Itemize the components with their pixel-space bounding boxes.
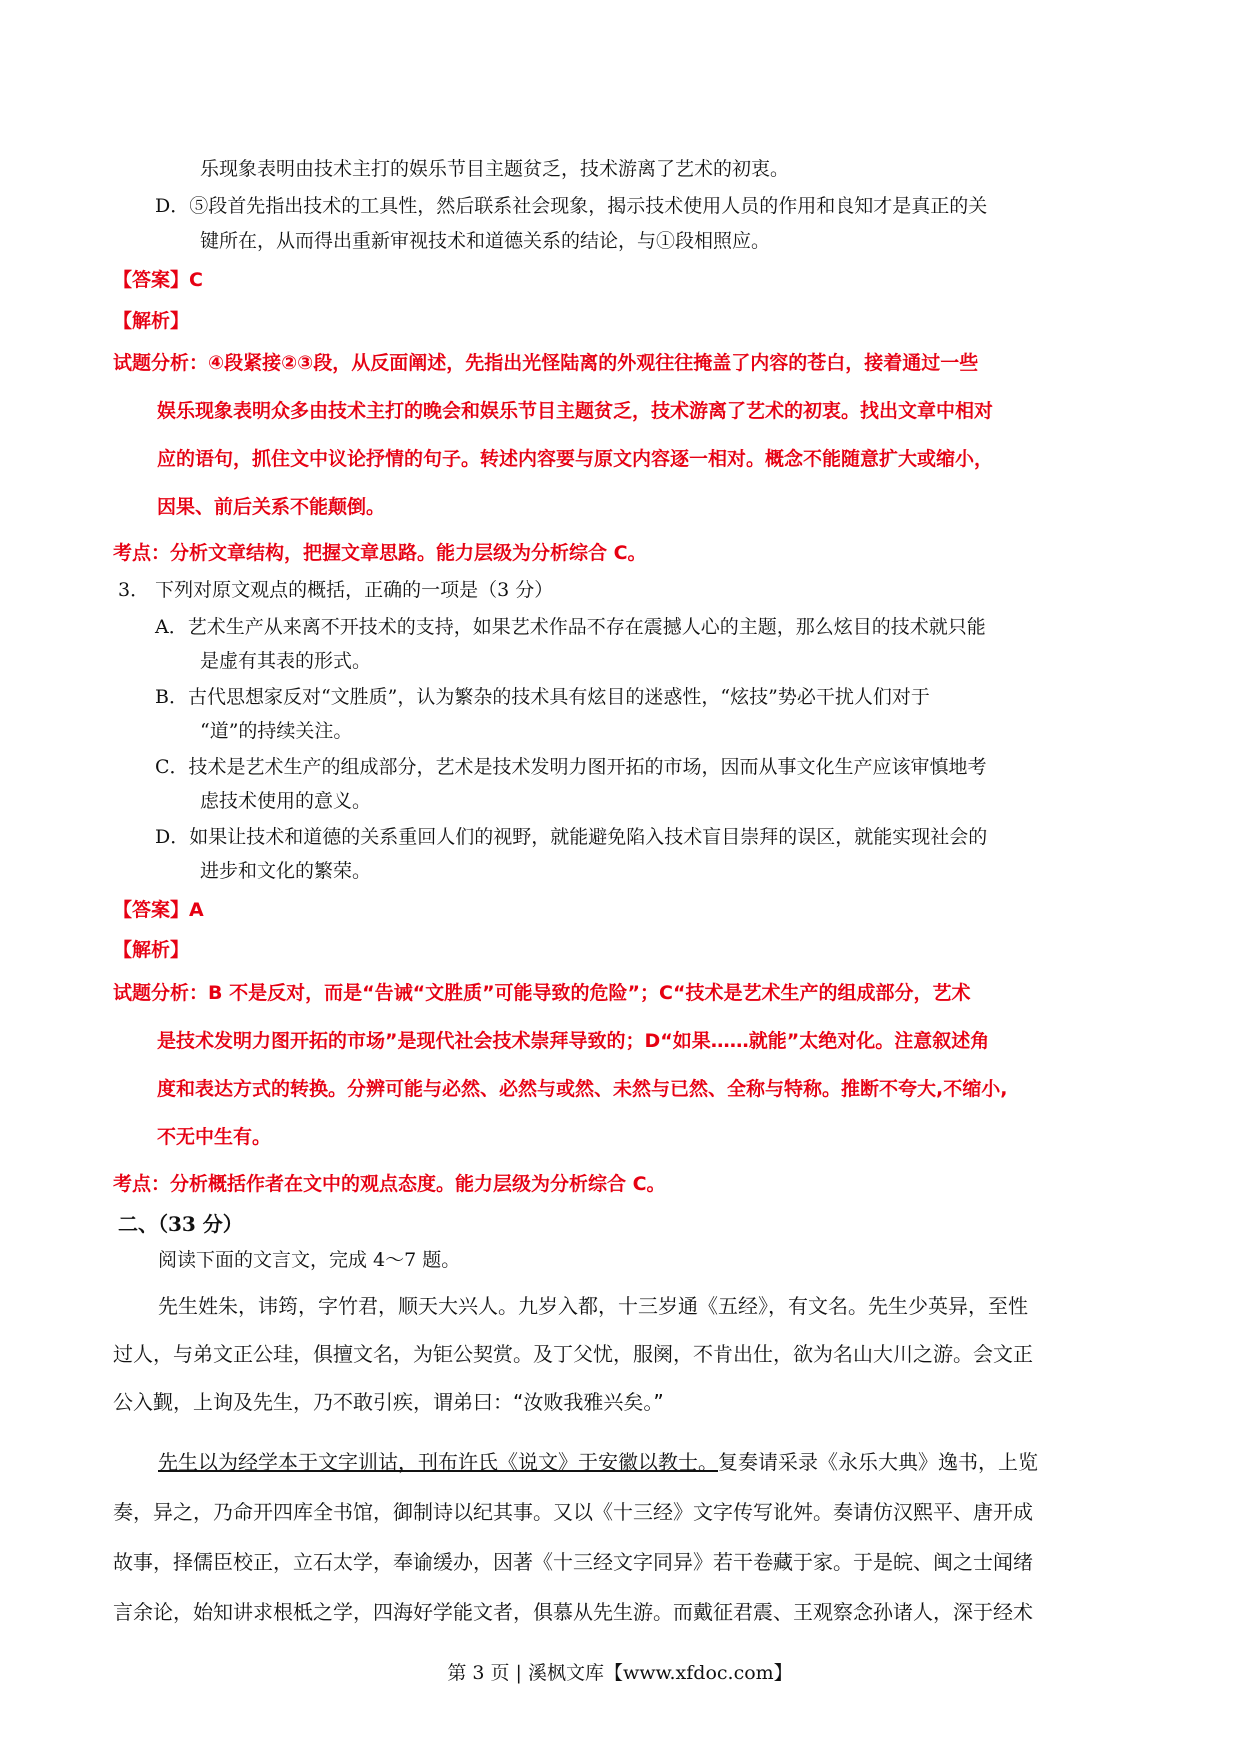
q3-answer [113,895,204,922]
q3-option-c: C．技术是艺术生产的组成部分，艺术是技术发明力图开拓的市场，因而从事文化生产应该审慎地考 [155,756,987,778]
passage-line: 先生姓朱，讳筠，字竹君，顺天大兴人。九岁入都，十三岁通《五经》，有文名。先生少英异，至性 [158,1294,1028,1318]
passage-line: 奏，异之，乃命开四库全书馆，御制诗以纪其事。又以《十三经》文字传写讹舛。奏请仿汉熙平、唐开成 [113,1500,1033,1524]
q2-option-d-line1: D．⑤段首先指出技术的工具性，然后联系社会现象，揭示技术使用人员的作用和良知才是真正的关 [155,195,988,217]
analysis-label: 【解析】 [113,939,190,961]
q3-analysis-line: 试题分析：B 不是反对，而是“告诫“文胜质”可能导致的危险”；C“技术是艺术生产的组成部分，艺术 [113,982,971,1004]
q2-answer [113,265,203,292]
q2-analysis-line: 因果、前后关系不能颠倒。 [157,496,386,518]
page-footer: 第 3 页 | 溪枫文库【www.xfdoc.com】 [447,1662,793,1684]
passage-line: 言余论，始知讲求根柢之学，四海好学能文者，俱慕从先生游。而戴征君震、王观察念孙诸人，深于经术 [113,1600,1033,1624]
q2-analysis-line: 娱乐现象表明众多由技术主打的晚会和娱乐节目主题贫乏，技术游离了艺术的初衷。找出文章中相对 [157,400,994,422]
q2-analysis-line: 试题分析：④段紧接②③段，从反面阐述，先指出光怪陆离的外观往往掩盖了内容的苍白，接着通过一些 [113,352,979,374]
passage-line [158,1446,1038,1475]
watermark: ​ [141,411,159,460]
underlined-sentence: 先生以为经学本于文字训诂，刊布许氏《说文》于安徽以教士。 [158,1450,718,1474]
q3-option-b-cont: “道”的持续关注。 [200,720,353,742]
q3-stem: 3． 下列对原文观点的概括，正确的一项是（3 分） [118,579,554,601]
q3-option-d-cont: 进步和文化的繁荣。 [200,860,372,882]
q3-option-a-cont: 是虚有其表的形式。 [200,650,372,672]
section-title: 二、（33 分） [118,1212,243,1236]
q3-analysis-line: 是技术发明力图开拓的市场”是现代社会技术崇拜导致的；D“如果……就能”太绝对化。注意叙述角 [157,1030,990,1052]
passage-line: 公入觐，上询及先生，乃不敢引疾，谓弟曰：“汝败我雅兴矣。” [113,1390,664,1414]
q3-analysis-line: 度和表达方式的转换。分辨可能与必然、必然与或然、未然与已然、全称与特称。推断不夸大,不缩小, [157,1078,1008,1100]
answer-label: 【答案】 [113,269,190,291]
q3-option-d: D．如果让技术和道德的关系重回人们的视野，就能避免陷入技术盲目崇拜的误区，就能实现社会的 [155,826,988,848]
q2-option-c-tail: 乐现象表明由技术主打的娱乐节目主题贫乏，技术游离了艺术的初衷。 [200,158,790,180]
passage-line: 过人，与弟文正公珪，俱擅文名，为钜公契赏。及丁父忧，服阕，不肯出仕，欲为名山大川之游。会文正 [113,1342,1033,1366]
q3-analysis-label [113,935,189,962]
q3-option-c-cont: 虑技术使用的意义。 [200,790,372,812]
answer-value: C [189,269,203,291]
q2-analysis-line: 应的语句，抓住文中议论抒情的句子。转述内容要与原文内容逐一相对。概念不能随意扩大或缩小， [157,448,994,470]
q2-kaodian: 考点：分析文章结构，把握文章思路。能力层级为分析综合 C。 [113,542,647,564]
q2-option-d-line2: 键所在，从而得出重新审视技术和道德关系的结论，与①段相照应。 [200,230,771,252]
section-instruction: 阅读下面的文言文，完成 4～7 题。 [158,1249,461,1271]
q3-option-a: A．艺术生产从来离不开技术的支持，如果艺术作品不存在震撼人心的主题，那么炫目的技术就只能 [155,616,986,638]
q3-kaodian: 考点：分析概括作者在文中的观点态度。能力层级为分析综合 C。 [113,1173,666,1195]
q2-analysis-label [113,306,189,333]
q3-option-b: B．古代思想家反对“文胜质”，认为繁杂的技术具有炫目的迷惑性，“炫技”势必干扰人们对于 [155,686,930,708]
answer-value: A [189,899,204,921]
q3-analysis-line: 不无中生有。 [157,1126,272,1148]
passage-line: 故事，择儒臣校正，立石太学，奉谕缓办，因著《十三经文字同异》若干卷藏于家。于是皖、闽之士闻绪 [113,1550,1033,1574]
answer-label: 【答案】 [113,899,190,921]
analysis-label: 【解析】 [113,310,190,332]
passage-text: 复奏请采录《永乐大典》逸书，上览 [718,1450,1038,1474]
